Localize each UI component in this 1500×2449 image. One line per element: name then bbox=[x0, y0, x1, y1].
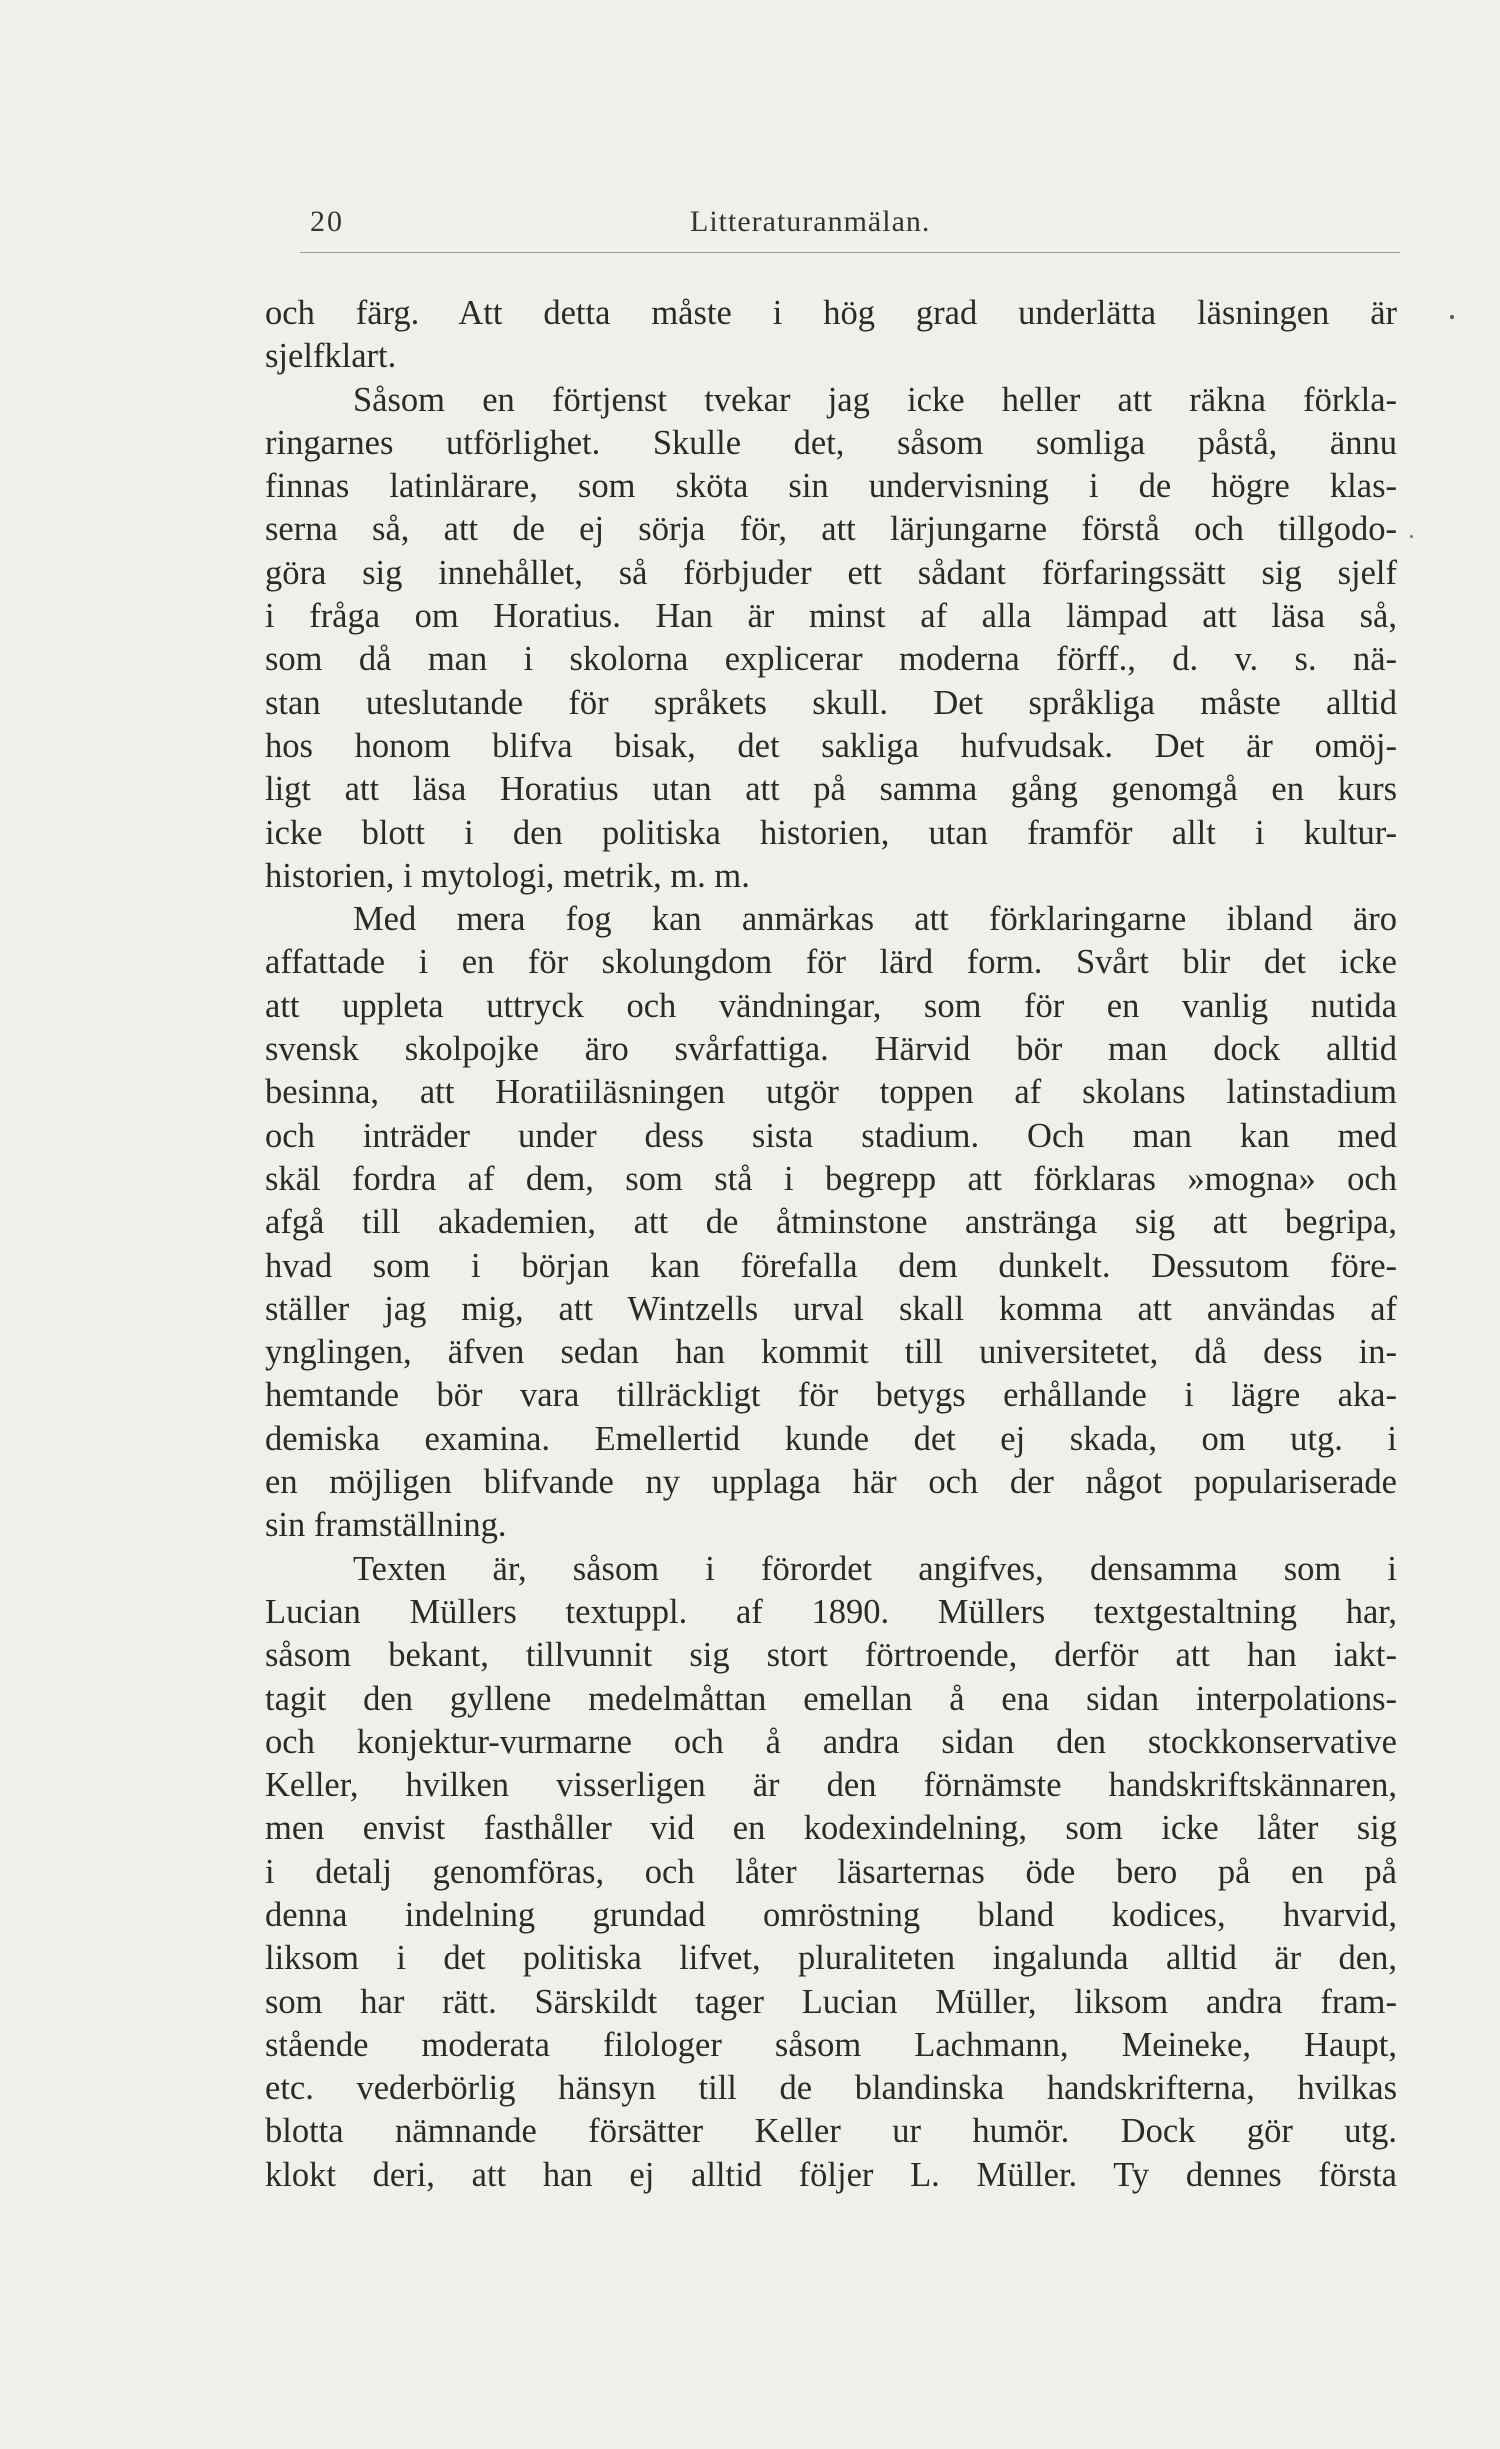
text-line: svensk skolpojke äro svårfattiga. Härvid bör man dock alltid bbox=[265, 1030, 1397, 1069]
text-line: liksom i det politiska lifvet, pluraliteten ingalunda alltid är den, bbox=[265, 1939, 1397, 1978]
text-line: en möjligen blifvande ny upplaga här och der något populariserade bbox=[265, 1463, 1397, 1502]
text-line: hvad som i början kan förefalla dem dunkelt. Dessutom före- bbox=[265, 1246, 1397, 1285]
text-line: historien, i mytologi, metrik, m. m. bbox=[265, 856, 750, 895]
text-line: sjelfklart. bbox=[265, 337, 397, 376]
page-number: 20 bbox=[310, 205, 344, 238]
text-line: ligt att läsa Horatius utan att på samma gång genomgå en kurs bbox=[265, 770, 1397, 809]
text-line: ynglingen, äfven sedan han kommit till universitetet, då dess in- bbox=[265, 1333, 1397, 1372]
text-line: affattade i en för skolungdom för lärd form. Svårt blir det icke bbox=[265, 943, 1397, 982]
text-line: såsom bekant, tillvunnit sig stort förtroende, derför att han iakt- bbox=[265, 1636, 1397, 1675]
text-line: sin framställning. bbox=[265, 1506, 507, 1545]
text-line: stående moderata filologer såsom Lachmann, Meineke, Haupt, bbox=[265, 2025, 1397, 2064]
text-line: som har rätt. Särskildt tager Lucian Müller, liksom andra fram- bbox=[265, 1982, 1397, 2021]
text-line: och färg. Att detta måste i hög grad underlätta läsningen är bbox=[265, 294, 1397, 332]
text-line: klokt deri, att han ej alltid följer L. Müller. Ty dennes första bbox=[265, 2155, 1397, 2194]
running-title: Litteraturanmälan. bbox=[690, 205, 931, 238]
text-line: tagit den gyllene medelmåttan emellan å ena sidan interpolations- bbox=[265, 1679, 1397, 1718]
text-line: hemtande bör vara tillräckligt för betygs erhållande i lägre aka- bbox=[265, 1376, 1397, 1415]
text-line: ringarnes utförlighet. Skulle det, såsom somliga påstå, ännu bbox=[265, 423, 1397, 462]
text-line: stan uteslutande för språkets skull. Det språkliga måste alltid bbox=[265, 683, 1397, 722]
text-line: men envist fasthåller vid en kodexindelning, som icke låter sig bbox=[265, 1809, 1397, 1848]
body-text bbox=[265, 292, 1397, 2197]
text-line: afgå till akademien, att de åtminstone anstränga sig att begripa, bbox=[265, 1203, 1397, 1242]
header-rule bbox=[300, 252, 1400, 253]
text-line: att uppleta uttryck och vändningar, som för en vanlig nutida bbox=[265, 986, 1397, 1025]
margin-speck bbox=[1450, 315, 1454, 319]
text-line: Med mera fog kan anmärkas att förklaringarne ibland äro bbox=[353, 900, 1397, 939]
text-line: denna indelning grundad omröstning bland kodices, hvarvid, bbox=[265, 1895, 1397, 1934]
text-line: Såsom en förtjenst tvekar jag icke heller att räkna förkla- bbox=[353, 380, 1397, 419]
margin-speck bbox=[1410, 535, 1413, 538]
text-line: icke blott i den politiska historien, utan framför allt i kultur- bbox=[265, 813, 1397, 852]
text-line: demiska examina. Emellertid kunde det ej skada, om utg. i bbox=[265, 1419, 1397, 1458]
text-line: skäl fordra af dem, som stå i begrepp att förklaras »mogna» och bbox=[265, 1159, 1397, 1198]
text-line: blotta nämnande försätter Keller ur humör. Dock gör utg. bbox=[265, 2112, 1397, 2151]
text-line: etc. vederbörlig hänsyn till de blandinska handskrifterna, hvilkas bbox=[265, 2069, 1397, 2108]
text-line: och konjektur-vurmarne och å andra sidan den stockkonservative bbox=[265, 1722, 1397, 1761]
text-line: hos honom blifva bisak, det sakliga hufvudsak. Det är omöj- bbox=[265, 726, 1397, 765]
text-line: i fråga om Horatius. Han är minst af alla lämpad att läsa så, bbox=[265, 597, 1397, 636]
running-header bbox=[300, 205, 1400, 245]
text-line: i detalj genomföras, och låter läsarternas öde bero på en på bbox=[265, 1852, 1397, 1891]
text-line: Lucian Müllers textuppl. af 1890. Müllers textgestaltning har, bbox=[265, 1592, 1397, 1631]
text-line: och inträder under dess sista stadium. Och man kan med bbox=[265, 1116, 1397, 1155]
text-line: Texten är, såsom i förordet angifves, densamma som i bbox=[353, 1549, 1397, 1588]
text-line: som då man i skolorna explicerar moderna förff., d. v. s. nä- bbox=[265, 640, 1397, 679]
text-line: Keller, hvilken visserligen är den förnämste handskriftskännaren, bbox=[265, 1766, 1397, 1805]
text-line: besinna, att Horatiiläsningen utgör toppen af skolans latinstadium bbox=[265, 1073, 1397, 1112]
text-line: serna så, att de ej sörja för, att lärjungarne förstå och tillgodo- bbox=[265, 510, 1397, 549]
text-line: finnas latinlärare, som sköta sin undervisning i de högre klas- bbox=[265, 467, 1397, 506]
text-line: ställer jag mig, att Wintzells urval skall komma att användas af bbox=[265, 1289, 1397, 1328]
text-line: göra sig innehållet, så förbjuder ett sådant förfaringssätt sig sjelf bbox=[265, 553, 1397, 592]
